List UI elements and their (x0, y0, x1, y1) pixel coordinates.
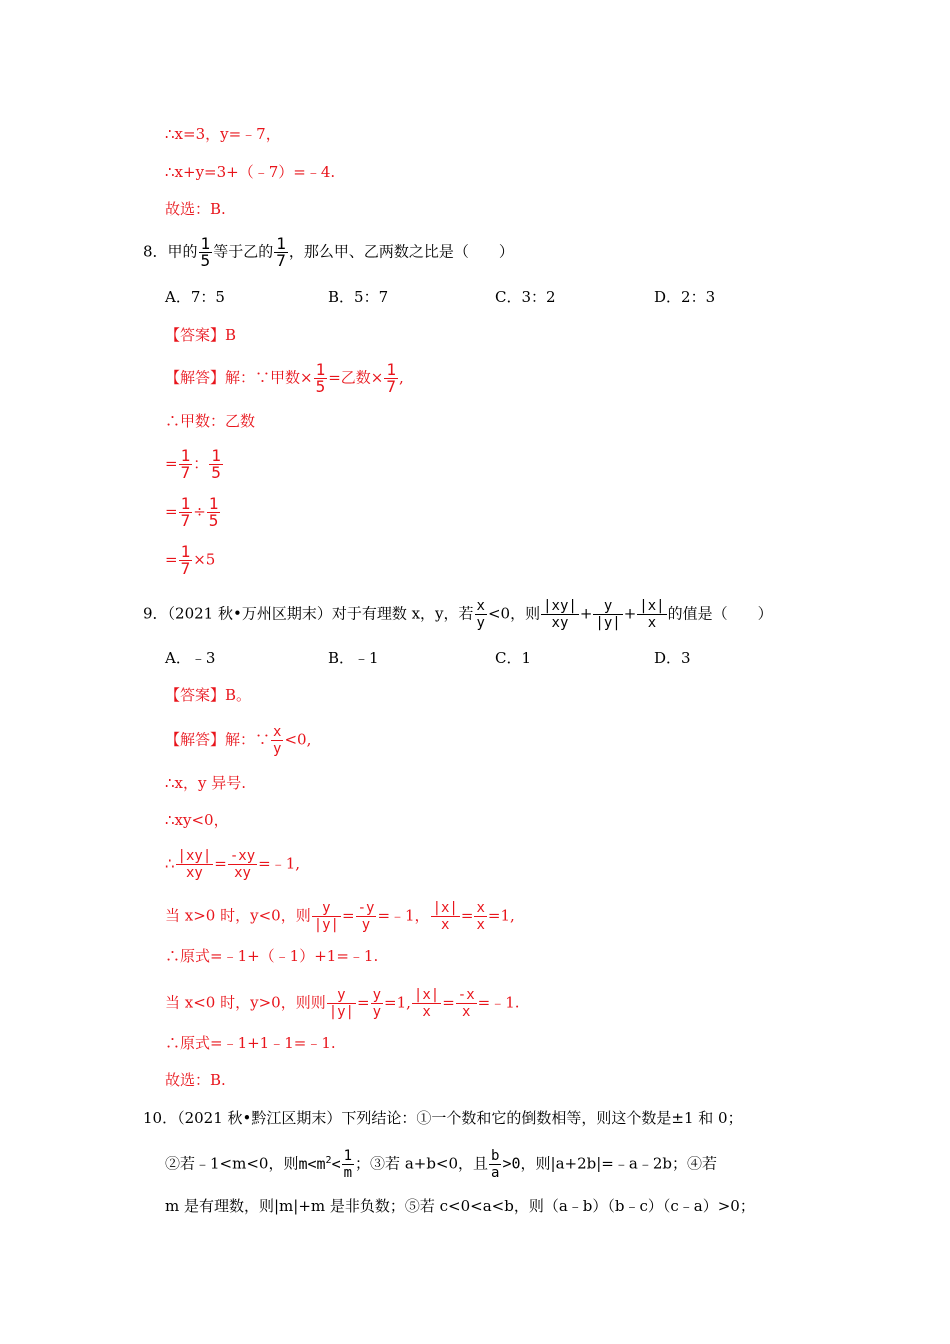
fraction: $\frac{1}{7}$ (180, 494, 191, 530)
solution-line: ∴ $\frac{|xy|}{xy}$ = $\frac{-xy}{xy}$ =﹣1, (165, 848, 301, 881)
answer-value: B。 (225, 686, 252, 704)
solution-line: ∴x=3，y=﹣7， (165, 125, 281, 143)
option-c: C．1 (495, 649, 532, 667)
option-b: B．5：7 (328, 288, 389, 306)
solution-line: ∴x，y 异号. (165, 774, 247, 792)
option-d: D．3 (654, 649, 691, 667)
solution-line: 当 x>0 时，y<0，则 $\frac{y}{|y|}$ = $\frac{-y}{y}$ =﹣1， $\frac{|x|}{x}$ = $\frac{x}{x}$ =1, (165, 900, 515, 933)
option-a: A．7：5 (165, 288, 225, 306)
fraction: $\frac{|x|}{x}$ (413, 987, 440, 1020)
option-b: B．﹣1 (328, 649, 379, 667)
fraction: $\frac{1}{5}$ (315, 360, 326, 396)
option-a: A．﹣3 (165, 649, 216, 667)
solution-line: 故选：B. (165, 1071, 226, 1089)
fraction: $\frac{1}{7}$ (276, 234, 286, 270)
fraction: $\frac{1}{7}$ (180, 542, 191, 578)
question-10-line-2: ②若﹣1<m<0，则$m<m^2<$ $\frac{1}{m}$ ；③若 a+b<0，且 $\frac{b}{a}$ >0，则|a+2b|=﹣a﹣2b；④若 (165, 1148, 717, 1181)
solution-line: ∴xy<0， (165, 811, 229, 829)
fraction: $\frac{b}{a}$ (491, 1148, 500, 1181)
fraction: $\frac{|x|}{x}$ (432, 900, 458, 933)
fraction: $\frac{|xy|}{xy}$ (543, 598, 577, 631)
solution-tag: 【解答】 (165, 730, 226, 749)
solution-line: = $\frac{1}{7}$ ÷ $\frac{1}{5}$ (165, 494, 219, 530)
answer-tag: 【答案】 (165, 326, 226, 344)
answer-line (165, 325, 236, 345)
question-10: 10．（2021 秋•黔江区期末）下列结论：①一个数和它的倒数相等，则这个数是±1 和 0； (143, 1109, 743, 1127)
fraction: $\frac{1}{5}$ (200, 234, 211, 270)
answer-tag: 【答案】 (165, 686, 226, 704)
fraction: $\frac{1}{5}$ (208, 494, 219, 530)
solution-line: 【解答】解：∵ $\frac{x}{y}$ <0, (165, 724, 312, 757)
question-text: 8．甲的 (143, 242, 198, 261)
solution-line: = $\frac{1}{7}$ ： $\frac{1}{5}$ (165, 446, 221, 482)
fraction: $\frac{-y}{y}$ (357, 900, 375, 933)
answer-line (165, 685, 251, 705)
fraction: $\frac{y}{|y|}$ (313, 900, 339, 933)
solution-line: = $\frac{1}{7}$ ×5 (165, 542, 216, 578)
option-c: C．3：2 (495, 288, 556, 306)
fraction: $\frac{-xy}{xy}$ (229, 848, 256, 881)
fraction: $\frac{y}{y}$ (372, 987, 382, 1020)
fraction: $\frac{y}{|y|}$ (328, 987, 354, 1020)
solution-line: ∴原式=﹣1+（﹣1）+1=﹣1. (165, 947, 379, 965)
question-9: 9．（2021 秋•万州区期末）对于有理数 x，y，若 $\frac{x}{y}$ <0，则 $\frac{|xy|}{xy}$ + $\frac{y}{|y|}$ + $\frac{|x|}{x}$ 的值是（ ） (143, 598, 773, 631)
fraction: $\frac{1}{m}$ (343, 1148, 353, 1181)
solution-line: ∴原式=﹣1+1﹣1=﹣1. (165, 1034, 336, 1052)
inline-math: $m<m^2<$ (298, 1154, 341, 1173)
question-text: ，那么甲、乙两数之比是（ ） (288, 242, 514, 261)
fraction: $\frac{x}{y}$ (476, 598, 485, 631)
fraction: $\frac{|xy|}{xy}$ (177, 848, 212, 881)
solution-line: 当 x<0 时，y>0，则则 $\frac{y}{|y|}$ = $\frac{y}{y}$ =1, $\frac{|x|}{x}$ = $\frac{-x}{x}$ =﹣1. (165, 987, 520, 1020)
question-8 (143, 236, 514, 269)
fraction: $\frac{-x}{x}$ (457, 987, 475, 1020)
question-text: 等于乙的 (213, 242, 274, 261)
solution-line: 【解答】解：∵甲数× $\frac{1}{5}$ =乙数× $\frac{1}{7}$ , (165, 360, 404, 396)
fraction: $\frac{1}{7}$ (386, 360, 397, 396)
answer-value: B (225, 326, 237, 344)
option-d: D．2：3 (654, 288, 716, 306)
fraction: $\frac{1}{5}$ (211, 446, 221, 482)
fraction: $\frac{x}{x}$ (476, 900, 485, 933)
fraction: $\frac{y}{|y|}$ (595, 598, 621, 631)
question-10-line-3: m 是有理数，则|m|+m 是非负数；⑤若 c<0<a<b，则（a﹣b）（b﹣c）（c﹣a）>0； (165, 1197, 755, 1215)
fraction: $\frac{1}{7}$ (180, 446, 191, 482)
fraction: $\frac{|x|}{x}$ (639, 598, 665, 631)
fraction: $\frac{x}{y}$ (273, 724, 282, 757)
solution-line: 故选：B. (165, 200, 226, 218)
solution-line: ∴x+y=3+（﹣7）=﹣4. (165, 163, 336, 181)
solution-line: ∴甲数：乙数 (165, 412, 256, 430)
solution-tag: 【解答】 (165, 368, 226, 387)
